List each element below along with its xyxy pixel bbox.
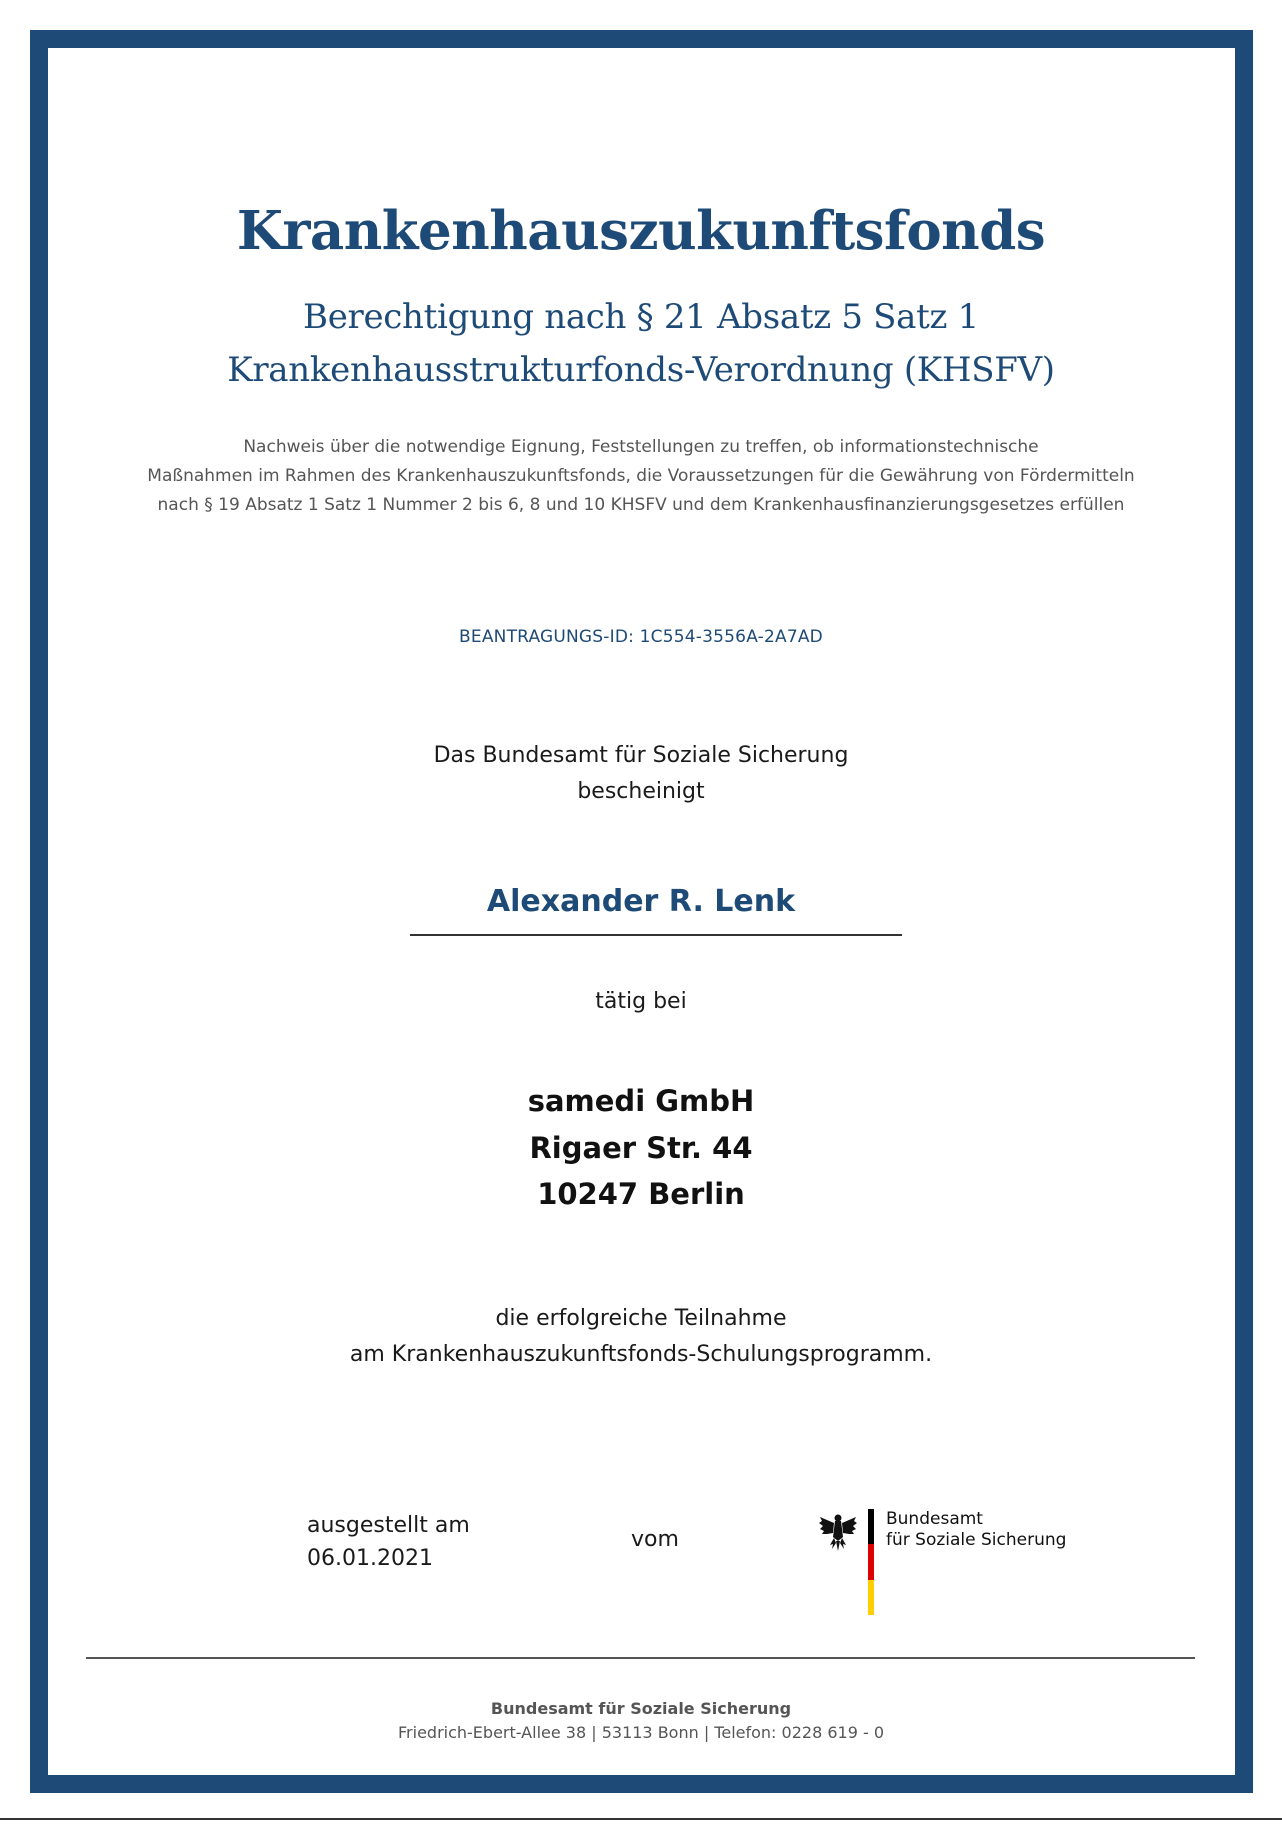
bas-logo [818, 1509, 1078, 1617]
company-city: 10247 Berlin [537, 1177, 745, 1211]
issuer-line1: Das Bundesamt für Soziale Sicherung [433, 743, 849, 768]
application-id: BEANTRAGUNGS-ID: 1C554-3556A-2A7AD [459, 627, 823, 647]
intro-text-line2: Maßnahmen im Rahmen des Krankenhauszukunftsfonds, die Voraussetzungen für die Gewährung von Fördermitteln [147, 466, 1135, 486]
from-label: vom [631, 1527, 679, 1552]
issuer-line2: bescheinigt [577, 779, 705, 804]
page-bottom-rule [0, 1818, 1282, 1820]
result-line1: die erfolgreiche Teilnahme [495, 1306, 787, 1331]
certificate-subtitle-line1: Berechtigung nach § 21 Absatz 5 Satz 1 [303, 297, 979, 337]
employed-at-label: tätig bei [595, 989, 687, 1014]
intro-text-line1: Nachweis über die notwendige Eignung, Feststellungen zu treffen, ob informationstechnische [243, 437, 1039, 457]
logo-flag-bar [868, 1509, 874, 1615]
footer-address: Friedrich-Ebert-Allee 38 | 53113 Bonn | Telefon: 0228 619 - 0 [398, 1723, 884, 1742]
company-street: Rigaer Str. 44 [529, 1131, 753, 1165]
intro-text-line3: nach § 19 Absatz 1 Satz 1 Nummer 2 bis 6, 8 und 10 KHSFV und dem Krankenhausfinanzierungsgesetzes erfüllen [157, 495, 1125, 515]
certificate-title: Krankenhauszukunftsfonds [236, 200, 1046, 262]
logo-text-line1: Bundesamt [886, 1509, 983, 1529]
issued-label: ausgestellt am [307, 1513, 470, 1538]
result-line2: am Krankenhauszukunftsfonds-Schulungsprogramm. [349, 1342, 933, 1367]
footer-divider [86, 1657, 1195, 1659]
recipient-name: Alexander R. Lenk [486, 884, 796, 919]
federal-eagle-icon [818, 1511, 858, 1553]
certificate-subtitle-line2: Krankenhausstrukturfonds-Verordnung (KHSFV) [227, 350, 1055, 390]
company-name: samedi GmbH [527, 1084, 755, 1118]
footer-organization: Bundesamt für Soziale Sicherung [490, 1699, 792, 1718]
logo-text-line2: für Soziale Sicherung [886, 1530, 1067, 1550]
issued-date: 06.01.2021 [307, 1546, 433, 1571]
recipient-underline [410, 934, 902, 936]
